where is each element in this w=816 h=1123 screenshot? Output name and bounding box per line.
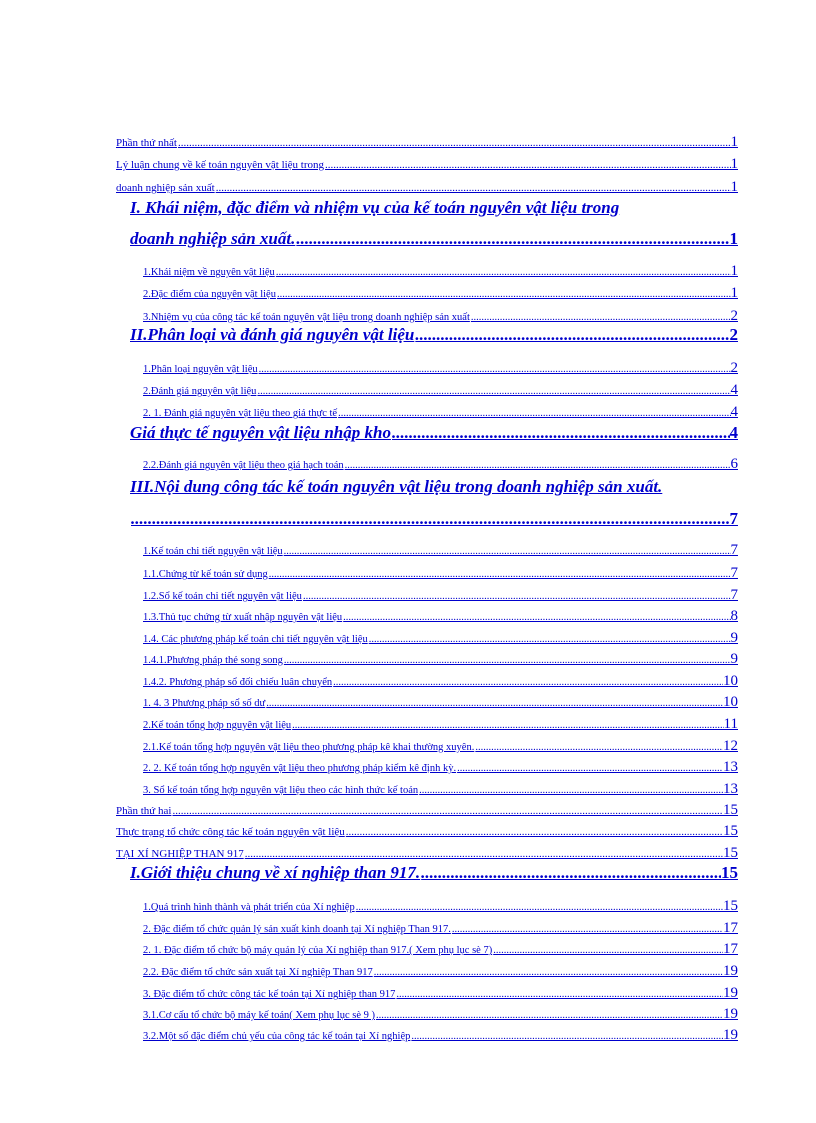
toc-leader [268, 569, 731, 580]
toc-leader [171, 805, 723, 817]
toc-entry[interactable] [143, 694, 738, 714]
toc-leader [244, 848, 723, 860]
toc-page-number: 10 [723, 694, 738, 710]
toc-leader [492, 945, 723, 956]
toc-entry-text: 3. Sổ kế toán tổng hợp nguyên vật liệu theo các hình thức kế toán [143, 785, 419, 796]
toc-entry-text: 1.Khái niệm về nguyên vật liệu [143, 267, 275, 278]
toc-entry[interactable] [143, 963, 738, 983]
toc-entry-text: 3.2.Một số đặc điểm chủ yếu của công tác kế toán tại Xí nghiệp [143, 1031, 411, 1042]
toc-page-number: 15 [723, 845, 738, 861]
toc-heading-entry[interactable] [130, 863, 738, 887]
toc-entry[interactable] [143, 759, 738, 779]
toc-entry-text: Thực trạng tổ chức công tác kế toán nguyên vật liệu [116, 826, 345, 838]
toc-page-number: 19 [723, 1006, 738, 1022]
toc-leader [373, 967, 723, 978]
toc-heading-text-continued: doanh nghiệp sản xuất. [130, 229, 296, 248]
toc-heading-text: Giá thực tế nguyên vật liệu nhập kho [130, 423, 391, 442]
toc-page-number: 2 [730, 360, 738, 376]
toc-entry[interactable] [143, 1027, 738, 1047]
toc-entry[interactable] [116, 134, 738, 154]
toc-entry[interactable] [116, 179, 738, 199]
toc-entry-text: 1.4.2. Phương pháp sổ đối chiếu luân chuyển [143, 677, 333, 688]
toc-entry-text: 1.Quá trình hình thành và phát triển của Xí nghiệp [143, 902, 355, 913]
toc-entry-text: TẠI XÍ NGHIỆP THAN 917 [116, 848, 244, 860]
toc-leader [332, 677, 723, 688]
toc-entry-text: Phần thứ nhất [116, 137, 177, 149]
toc-entry-text: Lý luận chung về kế toán nguyên vật liệu trong [116, 159, 325, 171]
toc-page-number: 15 [723, 898, 738, 914]
toc-entry[interactable] [143, 1006, 738, 1026]
toc-leader [344, 460, 731, 471]
toc-leader [355, 902, 723, 913]
toc-page-number: 9 [730, 630, 738, 646]
toc-heading-text: III.Nội dung công tác kế toán nguyên vật liệu trong doanh nghiệp sản xuất. [130, 477, 663, 496]
toc-heading-entry[interactable] [130, 477, 738, 503]
toc-leader [283, 546, 731, 557]
toc-entry[interactable] [116, 845, 738, 865]
toc-entry[interactable] [143, 565, 738, 585]
toc-page-number: 4 [730, 404, 738, 420]
toc-leader [276, 289, 731, 300]
toc-leader [470, 312, 731, 323]
toc-page-number: 1 [730, 263, 738, 279]
toc-leader [474, 742, 723, 753]
toc-leader [283, 655, 731, 666]
toc-leader [368, 634, 731, 645]
toc-entry-text: 2.Đánh giá nguyên vật liệu [143, 386, 257, 397]
toc-entry[interactable] [143, 587, 738, 607]
toc-leader [130, 509, 730, 529]
toc-entry-text: 2. 1. Đặc điểm tổ chức bộ máy quản lý của Xí nghiệp than 917.( Xem phụ lục sè 7) [143, 945, 493, 956]
toc-entry-text: Phần thứ hai [116, 805, 172, 817]
toc-entry[interactable] [143, 630, 738, 650]
toc-heading-entry[interactable] [130, 423, 738, 447]
toc-page-number: 2 [730, 308, 738, 324]
toc-entry-text: 1.4.1.Phương pháp thẻ song song [143, 655, 283, 666]
toc-page-number: 19 [723, 1027, 738, 1043]
toc-entry-text: 2. 1. Đánh giá nguyên vật liệu theo giá thực tế [143, 408, 338, 419]
toc-page-number: 1 [730, 285, 738, 301]
toc-page-number: 7 [729, 509, 738, 528]
toc-entry[interactable] [143, 608, 738, 628]
toc-page-number: 10 [723, 673, 738, 689]
toc-leader [324, 159, 730, 171]
toc-leader [342, 612, 730, 623]
toc-leader [395, 989, 723, 1000]
toc-heading-text: I. Khái niệm, đặc điểm và nhiệm vụ của kế toán nguyên vật liệu trong [130, 198, 620, 217]
toc-page-number: 1 [730, 156, 738, 172]
toc-entry-text: 3.Nhiệm vụ của công tác kế toán nguyên vật liệu trong doanh nghiệp sản xuất [143, 312, 470, 323]
toc-heading-entry-continued[interactable] [130, 229, 738, 255]
toc-entry[interactable] [143, 360, 738, 380]
toc-entry-text: 3.1.Cơ cấu tổ chức bộ máy kế toán( Xem phụ lục sè 9 ) [143, 1010, 375, 1021]
toc-entry-text: 2.2. Đặc điểm tổ chức sản xuất tại Xí nghiệp Than 917 [143, 967, 373, 978]
toc-leader [451, 924, 723, 935]
toc-heading-entry[interactable] [130, 198, 738, 224]
toc-entry[interactable] [143, 285, 738, 305]
toc-entry[interactable] [143, 651, 738, 671]
toc-leader [177, 137, 731, 149]
toc-leader [258, 364, 731, 375]
toc-page-number: 11 [723, 716, 738, 732]
toc-entry-text: 2. 2. Kế toán tổng hợp nguyên vật liệu theo phương pháp kiểm kê định kỳ. [143, 763, 457, 774]
toc-leader [420, 863, 721, 883]
toc-entry-text: 2.2.Đánh giá nguyên vật liệu theo giá hạch toán [143, 460, 344, 471]
toc-entry[interactable] [143, 263, 738, 283]
toc-page-number: 19 [723, 985, 738, 1001]
toc-leader [256, 386, 730, 397]
toc-entry[interactable] [143, 738, 738, 758]
toc-entry-text: 2. Đặc điểm tổ chức quản lý sản xuất kinh doanh tại Xí nghiệp Than 917. [143, 924, 451, 935]
toc-page-number: 13 [723, 759, 738, 775]
toc-entry-text: 1.2.Sổ kế toán chi tiết nguyên vật liệu [143, 591, 302, 602]
toc-entry[interactable] [143, 716, 738, 736]
toc-leader [418, 785, 723, 796]
toc-heading-entry[interactable] [130, 325, 738, 349]
toc-leader [345, 826, 723, 838]
toc-entry-text: 3. Đặc điểm tổ chức công tác kế toán tại Xí nghiệp than 917 [143, 989, 396, 1000]
toc-page-number: 7 [730, 542, 738, 558]
toc-entry[interactable] [143, 898, 738, 918]
toc-entry-text: 1.4. Các phương pháp kế toán chi tiết nguyên vật liệu [143, 634, 368, 645]
toc-entry-text: 1. 4. 3 Phương pháp sổ số dư [143, 698, 266, 709]
toc-entry[interactable] [143, 673, 738, 693]
toc-page-number: 6 [730, 456, 738, 472]
toc-page-number: 15 [723, 823, 738, 839]
toc-page-number: 15 [723, 802, 738, 818]
toc-leader [215, 182, 731, 194]
toc-heading-text: I.Giới thiệu chung về xí nghiệp than 917. [130, 863, 421, 882]
toc-page-number: 17 [723, 920, 738, 936]
toc-heading-text: II.Phân loại và đánh giá nguyên vật liệu [130, 325, 415, 344]
toc-entry-text: 1.1.Chứng từ kế toán sử dụng [143, 569, 268, 580]
toc-page-number: 7 [730, 587, 738, 603]
toc-entry[interactable] [143, 985, 738, 1005]
toc-leader [414, 325, 729, 345]
toc-entry[interactable] [143, 941, 738, 961]
toc-page-number: 12 [723, 738, 738, 754]
toc-entry[interactable] [143, 404, 738, 424]
toc-page-number: 4 [729, 423, 738, 442]
toc-entry-text: 2.Đặc điểm của nguyên vật liệu [143, 289, 276, 300]
toc-entry[interactable] [143, 382, 738, 402]
toc-leader [337, 408, 730, 419]
toc-page-number: 1 [730, 134, 738, 150]
toc-entry-text: 1.Phân loại nguyên vật liệu [143, 364, 258, 375]
toc-page-number: 8 [730, 608, 738, 624]
toc-leader [391, 423, 730, 443]
toc-page-number: 13 [723, 781, 738, 797]
toc-entry-text: 2.1.Kế toán tổng hợp nguyên vật liệu theo phương pháp kê khai thường xuyên. [143, 742, 475, 753]
toc-entry-text: doanh nghiệp sản xuất [116, 182, 215, 194]
toc-leader [456, 763, 723, 774]
toc-heading-entry-continued[interactable] [130, 509, 738, 535]
toc-leader [265, 698, 723, 709]
toc-page-number: 15 [721, 863, 738, 882]
toc-page-number: 1 [729, 229, 738, 248]
toc-entry[interactable] [116, 156, 738, 176]
toc-page-number: 2 [729, 325, 738, 344]
toc-page-number: 4 [730, 382, 738, 398]
toc-entry[interactable] [143, 781, 738, 801]
toc-entry[interactable] [143, 456, 738, 476]
toc-leader [275, 267, 731, 278]
toc-leader [295, 229, 729, 249]
toc-entry-text: 2.Kế toán tổng hợp nguyên vật liệu [143, 720, 292, 731]
toc-leader [410, 1031, 723, 1042]
toc-page-number: 7 [730, 565, 738, 581]
toc-page-number: 19 [723, 963, 738, 979]
toc-leader [291, 720, 723, 731]
toc-leader [375, 1010, 723, 1021]
toc-entry[interactable] [143, 542, 738, 562]
toc-entry[interactable] [116, 823, 738, 843]
toc-entry-text: 1.3.Thủ tục chứng từ xuất nhập nguyên vật liệu [143, 612, 343, 623]
toc-page-number: 1 [730, 179, 738, 195]
toc-entry[interactable] [116, 802, 738, 822]
toc-leader [302, 591, 731, 602]
toc-page-number: 9 [730, 651, 738, 667]
toc-entry-text: 1.Kế toán chi tiết nguyên vật liệu [143, 546, 283, 557]
toc-entry[interactable] [143, 920, 738, 940]
toc-page-number: 17 [723, 941, 738, 957]
